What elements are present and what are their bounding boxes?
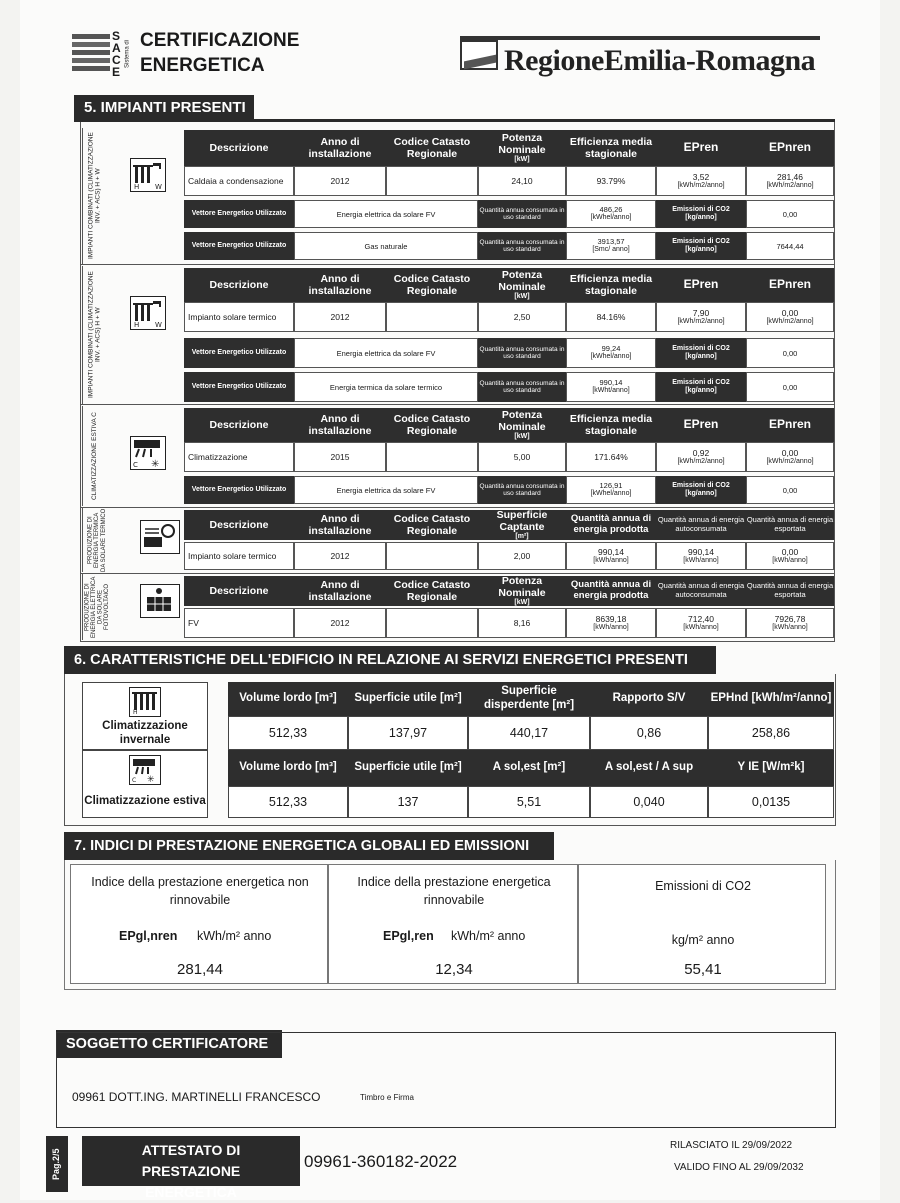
- sec7-c1-title: Indice della prestazione energetica non rinnovabile: [91, 875, 309, 907]
- soggetto-frame: [56, 1032, 836, 1128]
- b5-h-potenza: Potenza Nominale [kW]: [478, 576, 566, 606]
- soggetto-name: 09961 DOTT.ING. MARTINELLI FRANCESCO: [72, 1090, 321, 1104]
- b1-h-epnren: EPnren: [746, 130, 834, 166]
- b1-vett1-label: Vettore Energetico Utilizzato: [184, 200, 294, 228]
- region-logo: [460, 36, 820, 86]
- footer-title: ATTESTATO DI PRESTAZIONE ENERGETICA: [82, 1136, 300, 1186]
- block4-side-label: PRODUZIONE DI ENERGIA TERMICA DA SOLARE TERMICO: [82, 508, 112, 572]
- b5-esp: 7926,78 [kWh/anno]: [746, 608, 834, 638]
- b2-h-epren: EPren: [656, 268, 746, 302]
- b2-qta2-label: Quantità annua consumata in uso standard: [478, 372, 566, 402]
- b1-emis1: 0,00: [746, 200, 834, 228]
- svg-text:✳: ✳: [151, 459, 160, 468]
- b2-vett1: Energia elettrica da solare FV: [294, 338, 478, 368]
- b2-h-anno: Anno di installazione: [294, 268, 386, 302]
- sec6-inv-header-0: Volume lordo [m³]: [228, 682, 348, 716]
- b3-eff: 171.64%: [566, 442, 656, 472]
- b1-qta2: 3913,57 [Smc/ anno]: [566, 232, 656, 260]
- b3-h-potenza: Potenza Nominale [kW]: [478, 408, 566, 442]
- b2-anno: 2012: [294, 302, 386, 332]
- b5-h-anno: Anno di installazione: [294, 576, 386, 606]
- sec7-c1-unit: kWh/m² anno: [197, 929, 272, 943]
- sec6-est-value-1: 137: [348, 786, 468, 818]
- b3-h-eff: Efficienza media stagionale: [566, 408, 656, 442]
- b2-vett2: Energia termica da solare termico: [294, 372, 478, 402]
- block1: [80, 128, 835, 264]
- sec6-est-header-0: Volume lordo [m³]: [228, 750, 348, 786]
- b1-codice: [386, 166, 478, 196]
- b2-h-eff: Efficienza media stagionale: [566, 268, 656, 302]
- b2-desc: Impianto solare termico: [184, 302, 294, 332]
- sec7-c1-label: EPgl,nren: [119, 929, 178, 943]
- block2: [80, 266, 835, 404]
- sec6-est-value-3: 0,040: [590, 786, 708, 818]
- sec6-est-header-4: Y IE [W/m²k]: [708, 750, 834, 786]
- b1-vett2: Gas naturale: [294, 232, 478, 260]
- svg-text:H: H: [133, 709, 138, 715]
- b1-h-epren: EPren: [656, 130, 746, 166]
- b4-h-auto: Quantità annua di energia autoconsumata: [656, 510, 746, 540]
- b3-h-anno: Anno di installazione: [294, 408, 386, 442]
- b1-h-desc: Descrizione: [184, 130, 294, 166]
- b5-desc: FV: [184, 608, 294, 638]
- b3-qta1-label: Quantità annua consumata in uso standard: [478, 476, 566, 504]
- b1-emis2-label: Emissioni di CO2 [kg/anno]: [656, 232, 746, 260]
- b5-pot: 8,16: [478, 608, 566, 638]
- b1-desc: Caldaia a condensazione: [184, 166, 294, 196]
- b1-vett1: Energia elettrica da solare FV: [294, 200, 478, 228]
- divider: [80, 404, 835, 405]
- sec6-inv-value-2: 440,17: [468, 716, 590, 750]
- sec7-c3-value: 55,41: [684, 961, 722, 978]
- b4-h-codice: Codice Catasto Regionale: [386, 510, 478, 540]
- b3-pot: 5,00: [478, 442, 566, 472]
- air-conditioner-icon: [130, 436, 166, 470]
- b2-h-potenza: Potenza Nominale [kW]: [478, 268, 566, 302]
- b2-emis1-label: Emissioni di CO2 [kg/anno]: [656, 338, 746, 368]
- b5-h-codice: Codice Catasto Regionale: [386, 576, 478, 606]
- b5-h-desc: Descrizione: [184, 576, 294, 606]
- b4-prod: 990,14 [kWh/anno]: [566, 542, 656, 570]
- sec6-inv-header-1: Superficie utile [m²]: [348, 682, 468, 716]
- b4-h-prod: Quantità annua di energia prodotta: [566, 510, 656, 540]
- b5-prod: 8639,18 [kWh/anno]: [566, 608, 656, 638]
- b3-h-desc: Descrizione: [184, 408, 294, 442]
- b2-qta1-label: Quantità annua consumata in uso standard: [478, 338, 566, 368]
- b3-desc: Climatizzazione: [184, 442, 294, 472]
- soggetto-title: SOGGETTO CERTIFICATORE: [56, 1030, 282, 1058]
- b2-epren: 7,90 [kWh/m2/anno]: [656, 302, 746, 332]
- section-5-title: 5. IMPIANTI PRESENTI: [74, 95, 254, 119]
- document-page: [20, 0, 880, 1200]
- sace-logo: [72, 28, 131, 79]
- b1-vett2-label: Vettore Energetico Utilizzato: [184, 232, 294, 260]
- solar-panel-icon: [140, 584, 180, 618]
- b1-pot: 24,10: [478, 166, 566, 196]
- svg-text:W: W: [155, 183, 162, 190]
- b4-anno: 2012: [294, 542, 386, 570]
- sec6-est-value-0: 512,33: [228, 786, 348, 818]
- b4-sup: 2,00: [478, 542, 566, 570]
- b4-codice: [386, 542, 478, 570]
- sec7-c2-title: Indice della prestazione energetica rinnovabile: [357, 875, 551, 907]
- air-conditioner-icon: [129, 755, 161, 785]
- b3-h-codice: Codice Catasto Regionale: [386, 408, 478, 442]
- block1-side-label: IMPIANTI COMBINATI (CLIMATIZZAZIONE INV. + ACS) H + W: [82, 128, 106, 264]
- b2-qta2: 990,14 [kWht/anno]: [566, 372, 656, 402]
- footer-page-tab: Pag.2/5: [46, 1136, 68, 1192]
- b1-qta1: 486,26 [kWhel/anno]: [566, 200, 656, 228]
- sec7-c2-label: EPgl,ren: [383, 929, 434, 943]
- b2-vett2-label: Vettore Energetico Utilizzato: [184, 372, 294, 402]
- sec7-c2-value: 12,34: [435, 961, 473, 978]
- sec6-est-header-3: A sol,est / A sup: [590, 750, 708, 786]
- sec6-inv-value-3: 0,86: [590, 716, 708, 750]
- sec6-inv-value-0: 512,33: [228, 716, 348, 750]
- b4-auto: 990,14 [kWh/anno]: [656, 542, 746, 570]
- sec7-card-co2: [578, 864, 826, 984]
- sec7-card-ren: [328, 864, 578, 984]
- sec7-card-nren: [70, 864, 328, 984]
- b5-h-auto: Quantità annua di energia autoconsumata: [656, 576, 746, 606]
- b5-auto: 712,40 [kWh/anno]: [656, 608, 746, 638]
- sec6-est-label-box: [82, 750, 208, 818]
- b3-vett1-label: Vettore Energetico Utilizzato: [184, 476, 294, 504]
- soggetto-timbro: Timbro e Firma: [360, 1093, 414, 1102]
- sec6-est-value-4: 0,0135: [708, 786, 834, 818]
- sec6-inv-header-2: Superficie disperdente [m²]: [468, 682, 590, 716]
- divider: [80, 264, 835, 265]
- b3-codice: [386, 442, 478, 472]
- b1-h-anno: Anno di installazione: [294, 130, 386, 166]
- b5-h-esp: Quantità annua di energia esportata: [746, 576, 834, 606]
- section-6-title: 6. CARATTERISTICHE DELL'EDIFICIO IN RELAZIONE AI SERVIZI ENERGETICI PRESENTI: [64, 646, 716, 674]
- b2-emis1: 0,00: [746, 338, 834, 368]
- b1-eff: 93.79%: [566, 166, 656, 196]
- b4-h-sup: Superficie Captante [m²]: [478, 510, 566, 540]
- b4-h-esp: Quantità annua di energia esportata: [746, 510, 834, 540]
- b2-h-codice: Codice Catasto Regionale: [386, 268, 478, 302]
- sec6-est-value-2: 5,51: [468, 786, 590, 818]
- svg-text:✳: ✳: [147, 775, 155, 783]
- sec6-est-header-1: Superficie utile [m²]: [348, 750, 468, 786]
- block5: [80, 574, 835, 640]
- b3-emis1-label: Emissioni di CO2 [kg/anno]: [656, 476, 746, 504]
- b5-h-prod: Quantità annua di energia prodotta: [566, 576, 656, 606]
- b4-esp: 0,00 [kWh/anno]: [746, 542, 834, 570]
- sec6-est-header-2: A sol,est [m²]: [468, 750, 590, 786]
- footer-valido: VALIDO FINO AL 29/09/2032: [674, 1162, 804, 1173]
- sec6-inv-value-1: 137,97: [348, 716, 468, 750]
- b1-anno: 2012: [294, 166, 386, 196]
- b2-pot: 2,50: [478, 302, 566, 332]
- b4-h-anno: Anno di installazione: [294, 510, 386, 540]
- b3-emis1: 0,00: [746, 476, 834, 504]
- b3-epnren: 0,00 [kWh/m2/anno]: [746, 442, 834, 472]
- b1-epnren: 281,46 [kWh/m2/anno]: [746, 166, 834, 196]
- svg-text:H: H: [134, 321, 140, 328]
- b2-vett1-label: Vettore Energetico Utilizzato: [184, 338, 294, 368]
- b2-eff: 84.16%: [566, 302, 656, 332]
- sec6-inv-label: Climatizzazione invernale: [102, 720, 188, 746]
- b3-epren: 0,92 [kWh/m2/anno]: [656, 442, 746, 472]
- b1-emis2: 7644,44: [746, 232, 834, 260]
- b2-h-desc: Descrizione: [184, 268, 294, 302]
- sec7-c1-value: 281,44: [177, 961, 223, 978]
- b4-h-desc: Descrizione: [184, 510, 294, 540]
- sec7-c3-unit: kg/m² anno: [671, 933, 735, 947]
- b1-qta2-label: Quantità annua consumata in uso standard: [478, 232, 566, 260]
- block3: [80, 406, 835, 506]
- b1-emis1-label: Emissioni di CO2 [kg/anno]: [656, 200, 746, 228]
- svg-text:H: H: [134, 183, 140, 190]
- section-7-title: 7. INDICI DI PRESTAZIONE ENERGETICA GLOBALI ED EMISSIONI: [64, 832, 554, 860]
- sec6-inv-header-3: Rapporto S/V: [590, 682, 708, 716]
- b4-desc: Impianto solare termico: [184, 542, 294, 570]
- b2-codice: [386, 302, 478, 332]
- sec7-c3-title: Emissioni di CO2: [655, 879, 751, 893]
- b1-h-eff: Efficienza media stagionale: [566, 130, 656, 166]
- sec7-c2-unit: kWh/m² anno: [451, 929, 526, 943]
- footer-rilasciato: RILASCIATO IL 29/09/2022: [670, 1140, 793, 1151]
- b2-emis2-label: Emissioni di CO2 [kg/anno]: [656, 372, 746, 402]
- radiator-tap-icon: [130, 158, 166, 192]
- sec6-inv-label-box: [82, 682, 208, 750]
- b1-h-potenza: Potenza Nominale [kW]: [478, 130, 566, 166]
- b2-emis2: 0,00: [746, 372, 834, 402]
- b1-qta1-label: Quantità annua consumata in uso standard: [478, 200, 566, 228]
- svg-text:W: W: [155, 321, 162, 328]
- block3-side-label: CLIMATIZZAZIONE ESTIVA C: [82, 406, 106, 506]
- b3-h-epren: EPren: [656, 408, 746, 442]
- radiator-icon: [129, 687, 161, 717]
- sec6-est-label: Climatizzazione estiva: [84, 795, 206, 807]
- block5-side-label: PRODUZIONE DI ENERGIA ELETTRICA DA SOLARE FOTOVOLTAICO: [82, 574, 112, 640]
- svg-text:C: C: [133, 461, 138, 468]
- sace-sub: Sistema di: [124, 40, 131, 69]
- sec6-inv-header-4: EPHnd [kWh/m²/anno]: [708, 682, 834, 716]
- region-name: RegioneEmilia-Romagna: [504, 44, 816, 77]
- block4: [80, 508, 835, 572]
- solar-thermal-icon: [140, 520, 180, 554]
- b3-qta1: 126,91 [kWhel/anno]: [566, 476, 656, 504]
- b2-h-epnren: EPnren: [746, 268, 834, 302]
- sec6-inv-value-4: 258,86: [708, 716, 834, 750]
- b5-codice: [386, 608, 478, 638]
- b1-epren: 3,52 [kWh/m2/anno]: [656, 166, 746, 196]
- block2-side-label: IMPIANTI COMBINATI (CLIMATIZZAZIONE INV. + ACS) H + W: [82, 266, 106, 404]
- footer-code: 09961-360182-2022: [304, 1152, 458, 1171]
- b5-anno: 2012: [294, 608, 386, 638]
- b2-epnren: 0,00 [kWh/m2/anno]: [746, 302, 834, 332]
- b2-qta1: 99,24 [kWhel/anno]: [566, 338, 656, 368]
- b1-h-codice: Codice Catasto Regionale: [386, 130, 478, 166]
- b3-vett1: Energia elettrica da solare FV: [294, 476, 478, 504]
- sace-letters: S A C E: [112, 29, 121, 79]
- radiator-tap-icon: [130, 296, 166, 330]
- b3-h-epnren: EPnren: [746, 408, 834, 442]
- b3-anno: 2015: [294, 442, 386, 472]
- svg-text:C: C: [132, 777, 137, 783]
- header-title: CERTIFICAZIONE ENERGETICA: [140, 30, 300, 76]
